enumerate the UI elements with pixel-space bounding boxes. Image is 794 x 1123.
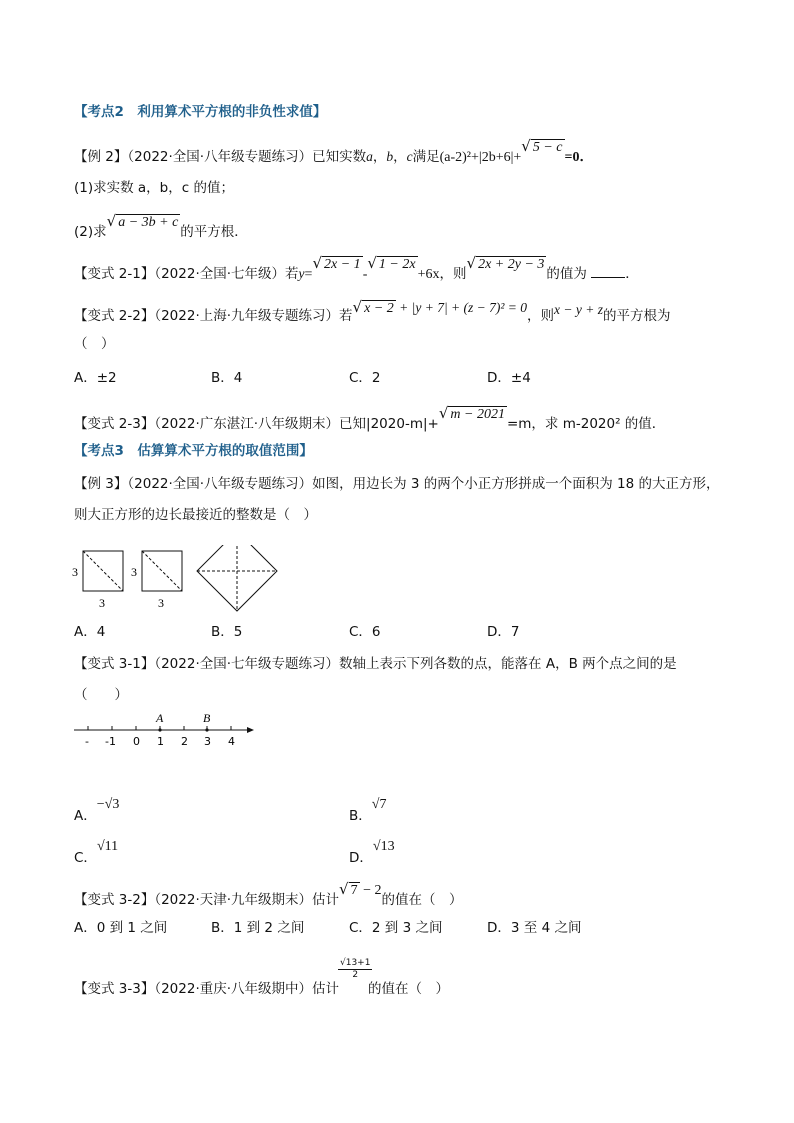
math-expr: x − y + z [554, 302, 604, 317]
radical: √ 7 [339, 880, 358, 898]
option-b-value: √7 [371, 797, 387, 812]
option-c-value: √11 [96, 839, 119, 854]
radical: √ 2x + 2y − 3 [466, 254, 545, 272]
example-2-line [74, 137, 594, 167]
option-c[interactable]: C．√11 [74, 839, 119, 866]
option-a-value: −√3 [96, 797, 120, 812]
point-a-dot [158, 728, 161, 731]
source-tag: （2022·上海·九年级专题练习） [154, 308, 340, 324]
option-b[interactable]: B．1 到 2 之间 [211, 920, 305, 936]
text: ． [625, 266, 639, 282]
var-a: a [366, 149, 373, 164]
option-c[interactable]: C．2 [349, 370, 381, 386]
variant-2-3-line [74, 404, 666, 434]
source-tag: （2022·重庆·八年级期中） [154, 981, 313, 997]
small-square-2 [142, 551, 182, 591]
fig-label: 3 [99, 596, 105, 610]
point-b-label: B [203, 711, 211, 725]
option-d[interactable]: D．7 [487, 624, 520, 640]
math-expr: + |y + 7| + (z − 7)² = 0 [395, 300, 528, 315]
variant-label: 【变式 2-2】 [74, 308, 155, 324]
math-expr: +6x [417, 267, 440, 282]
text: 如图，用边长为 3 的两个小正方形拼成一个面积为 18 的大正方形， [312, 476, 720, 492]
variant-3-3-post: 的值在（ ） [368, 981, 449, 997]
example-label: 【例 2】 [74, 149, 128, 165]
variant-label: 【变式 2-1】 [74, 266, 155, 282]
question-1: (1)求实数 a，b，c 的值； [74, 180, 234, 196]
fraction [338, 958, 372, 981]
small-square-1 [83, 551, 123, 591]
example-3-line2: 则大正方形的边长最接近的整数是（ ） [74, 507, 317, 523]
text: 估计 [312, 981, 340, 997]
var-b: b [386, 149, 394, 164]
variant-3-2-line [74, 880, 463, 910]
radical: √ 1 − 2x [367, 254, 416, 272]
radical: √ m − 2021 [438, 404, 505, 422]
diagonal-1 [83, 551, 123, 591]
source-tag: （2022·全国·七年级专题练习） [154, 656, 340, 672]
fig-label: 3 [158, 596, 164, 610]
math-expr: (a-2)²+|2b+6|+ [439, 150, 522, 165]
source-tag: （2022·天津·九年级期末） [154, 892, 313, 908]
math-expr: − 2 [359, 883, 382, 898]
option-d[interactable]: D．±4 [487, 370, 531, 386]
text: ，则 [439, 266, 467, 282]
option-c[interactable]: C．2 到 3 之间 [349, 920, 443, 936]
tick-label: 3 [204, 735, 211, 748]
text: 已知|2020-m|+ [339, 416, 439, 432]
text: 的值为 [546, 266, 587, 282]
answer-blank [591, 265, 625, 278]
source-tag: （2022·全国·八年级专题练习） [127, 476, 313, 492]
option-d[interactable]: D．3 至 4 之间 [487, 920, 582, 936]
option-b[interactable]: B．5 [211, 624, 243, 640]
text: 数轴上表示下列各数的点，能落在 A，B 两个点之间的是 [339, 656, 677, 672]
math-expr: - [362, 267, 368, 282]
choice-paren: （ ） [74, 336, 115, 352]
source-tag: （2022·全国·七年级） [154, 266, 286, 282]
text: 满足 [412, 149, 440, 165]
option-a[interactable]: A．±2 [74, 370, 117, 386]
math-expr: =0． [564, 150, 594, 165]
fraction-numerator: √13+1 [340, 958, 371, 968]
text: 的值在（ ） [381, 892, 463, 908]
text: 若 [339, 308, 353, 324]
source-tag: （2022·全国·八年级专题练习） [127, 149, 313, 165]
radical: √ a − 3b + c [106, 212, 179, 230]
point-a-label: A [156, 711, 164, 725]
text: ， [372, 149, 387, 165]
fraction-denominator: 2 [352, 969, 359, 980]
radical: √ 2x − 1 [312, 254, 361, 272]
squares-figure [70, 545, 290, 613]
variant-2-2-line [74, 298, 671, 326]
question-2 [74, 212, 248, 242]
section-heading-3: 【考点3 估算算术平方根的取值范围】 [74, 443, 313, 459]
option-a[interactable]: A．4 [74, 624, 106, 640]
option-d[interactable]: D．√13 [349, 839, 395, 866]
diagonal-2 [142, 551, 182, 591]
tick-label: 1 [157, 735, 164, 748]
text: =m，求 m-2020² 的值． [506, 416, 666, 432]
tick-label: 0 [133, 735, 140, 748]
var-y: y [298, 266, 305, 281]
option-b[interactable]: B．4 [211, 370, 243, 386]
text: 估计 [312, 892, 340, 908]
text: ， [393, 149, 407, 165]
var-c: c [406, 149, 413, 164]
text: 已知实数 [312, 149, 367, 165]
text: 若 [285, 266, 299, 282]
number-line [70, 710, 260, 750]
text: 的平方根为 [603, 308, 671, 324]
tick-label: - [85, 735, 89, 748]
point-b-dot [205, 728, 208, 731]
variant-label: 【变式 3-2】 [74, 892, 155, 908]
option-d-value: √13 [372, 839, 395, 854]
variant-2-1-line [74, 254, 639, 284]
tick-label: -1 [105, 735, 116, 748]
radical: √ x − 2 [352, 298, 394, 316]
variant-label: 【变式 3-1】 [74, 656, 155, 672]
tick-label: 2 [181, 735, 188, 748]
option-c[interactable]: C．6 [349, 624, 381, 640]
option-b[interactable]: B．√7 [349, 797, 387, 824]
variant-3-1-line [74, 656, 677, 672]
axis-arrow [247, 727, 254, 733]
variant-3-3-line [74, 981, 339, 997]
option-a[interactable]: A．−√3 [74, 797, 120, 824]
text: ，则 [527, 308, 555, 324]
example-label: 【例 3】 [74, 476, 128, 492]
choice-paren: （ ） [74, 687, 128, 703]
tick-label: 4 [228, 735, 235, 748]
example-3-line1 [74, 476, 720, 492]
source-tag: （2022·广东湛江·八年级期末） [154, 416, 340, 432]
section-heading-2: 【考点2 利用算术平方根的非负性求值】 [74, 104, 327, 120]
option-a[interactable]: A．0 到 1 之间 [74, 920, 168, 936]
radical: √ 5 − c [521, 137, 563, 155]
text: (2)求 [74, 224, 107, 240]
text: 的平方根． [180, 224, 248, 240]
fig-label: 3 [72, 565, 78, 579]
math-expr: = [304, 267, 313, 282]
variant-label: 【变式 2-3】 [74, 416, 155, 432]
variant-label: 【变式 3-3】 [74, 981, 155, 997]
fig-label: 3 [131, 565, 137, 579]
